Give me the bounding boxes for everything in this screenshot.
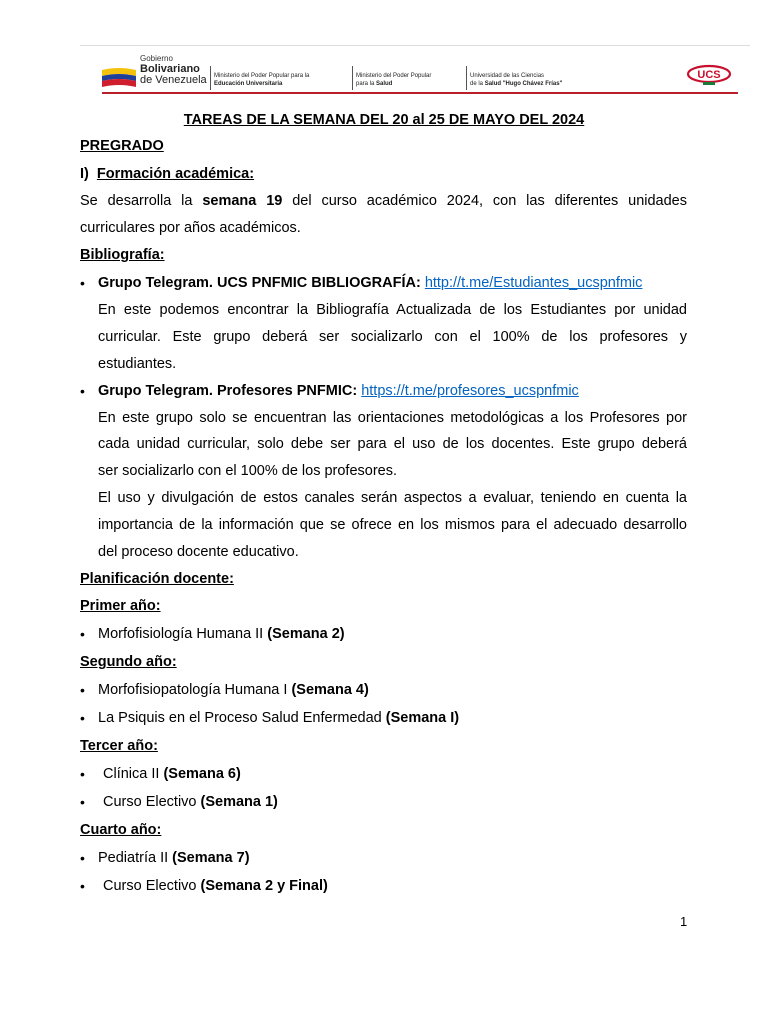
bibliografia-heading: Bibliografía: <box>80 247 165 263</box>
university-name <box>470 72 562 88</box>
course-name: Clínica II <box>103 766 164 782</box>
letterhead <box>102 54 738 94</box>
telegram-1-desc: curricular. Este grupo deberá ser socializarlo con el 100% de los profesores y <box>98 329 687 345</box>
ucs-logo <box>686 64 732 86</box>
gov-line-1: Gobierno <box>140 54 173 63</box>
government-logo-text <box>140 54 207 86</box>
list-item <box>98 709 459 727</box>
gov-line-3: de Venezuela <box>140 74 207 86</box>
bullet: • <box>80 710 85 726</box>
course-name: Curso Electivo <box>103 794 201 810</box>
telegram-2-desc: cada unidad curricular, solo debe ser para el uso de los docentes. Este grupo deberá <box>98 436 687 452</box>
telegram-1-link[interactable]: http://t.me/Estudiantes_ucspnfmic <box>424 275 643 291</box>
gov-line-2: Bolivariano <box>140 63 200 75</box>
course-name: Morfofisiopatología Humana I <box>98 682 292 698</box>
list-item <box>103 793 278 811</box>
telegram-2-desc: En este grupo solo se encuentran las orientaciones metodológicas a los Profesores por <box>98 410 687 426</box>
bullet: • <box>80 850 85 866</box>
course-name: Pediatría II <box>98 850 173 866</box>
list-item <box>98 625 345 643</box>
ministry-health-line-2-pre: para la <box>356 81 377 87</box>
bullet: • <box>80 878 85 894</box>
telegram-2-desc: ser socializarlo con el 100% de los profesores. <box>98 463 398 479</box>
course-week: (Semana 2 y Final) <box>200 878 328 894</box>
letterhead-rule <box>102 92 738 94</box>
planificacion-heading: Planificación docente: <box>80 571 234 587</box>
page-title: TAREAS DE LA SEMANA DEL 20 al 25 DE MAYO DEL 2024 <box>183 112 585 128</box>
bullet: • <box>80 794 85 810</box>
year-heading: Cuarto año: <box>80 822 162 838</box>
year-heading: Primer año: <box>80 598 161 614</box>
course-week: (Semana 4) <box>291 682 369 698</box>
course-week: (Semana 1) <box>200 794 278 810</box>
letterhead-divider <box>352 66 353 90</box>
ministry-education-line-1: Ministerio del Poder Popular para la <box>214 73 310 79</box>
bullet: • <box>80 682 85 698</box>
telegram-1-desc: En este podemos encontrar la Bibliografía Actualizada de los Estudiantes por unidad <box>98 302 687 318</box>
section-title: Formación académica: <box>96 166 255 182</box>
course-week: (Semana I) <box>385 710 460 726</box>
pregrado-heading: PREGRADO <box>80 138 164 154</box>
ministry-health-line-1: Ministerio del Poder Popular <box>356 73 432 79</box>
ministry-health <box>356 72 431 88</box>
telegram-1-label: Grupo Telegram. UCS PNFMIC BIBLIOGRAFÍA: <box>98 275 421 291</box>
university-line-2-bold: Salud "Hugo Chávez Frías" <box>484 81 563 87</box>
letterhead-divider <box>466 66 467 90</box>
ministry-education-line-2: Educación Universitaria <box>214 81 283 87</box>
course-week: (Semana 6) <box>163 766 241 782</box>
ministry-health-line-2-bold: Salud <box>376 81 393 87</box>
intro-bold: semana 19 <box>202 193 283 209</box>
course-week: (Semana 2) <box>267 626 345 642</box>
ucs-logo-text: UCS <box>697 69 721 81</box>
section-heading <box>80 165 254 183</box>
bullet: • <box>80 383 85 399</box>
intro-post: del curso académico 2024, con las diferentes unidades <box>282 193 687 209</box>
telegram-2-desc: El uso y divulgación de estos canales serán aspectos a evaluar, teniendo en cuenta la <box>98 490 687 506</box>
intro-line-1 <box>80 192 687 210</box>
list-item <box>103 877 328 895</box>
bullet: • <box>80 275 85 291</box>
telegram-2-label: Grupo Telegram. Profesores PNFMIC: <box>98 383 358 399</box>
venezuela-flag-icon <box>102 66 136 88</box>
top-rule <box>80 45 750 46</box>
telegram-2-desc: importancia de la información que se ofrece en los mismos para el adecuado desarrollo <box>98 517 687 533</box>
intro-pre: Se desarrolla la <box>80 193 203 209</box>
telegram-2-item <box>98 382 579 400</box>
list-item <box>98 849 250 867</box>
page-number: 1 <box>680 914 688 929</box>
telegram-1-item <box>98 274 642 292</box>
ministry-education <box>214 72 309 88</box>
list-item <box>103 765 241 783</box>
course-name: Curso Electivo <box>103 878 201 894</box>
year-heading: Tercer año: <box>80 738 158 754</box>
course-name: La Psiquis en el Proceso Salud Enfermedad <box>98 710 386 726</box>
bullet: • <box>80 766 85 782</box>
course-week: (Semana 7) <box>172 850 250 866</box>
list-item <box>98 681 369 699</box>
telegram-2-desc: del proceso docente educativo. <box>98 544 299 560</box>
intro-line-2: curriculares por años académicos. <box>80 220 301 236</box>
telegram-2-link[interactable]: https://t.me/profesores_ucspnfmic <box>361 383 579 399</box>
university-line-1: Universidad de las Ciencias <box>470 73 545 79</box>
university-line-2-pre: de la <box>470 81 485 87</box>
bullet: • <box>80 626 85 642</box>
course-name: Morfofisiología Humana II <box>98 626 268 642</box>
section-number: I) <box>80 166 89 182</box>
telegram-1-desc: estudiantes. <box>98 356 177 372</box>
year-heading: Segundo año: <box>80 654 177 670</box>
letterhead-divider <box>210 66 211 90</box>
